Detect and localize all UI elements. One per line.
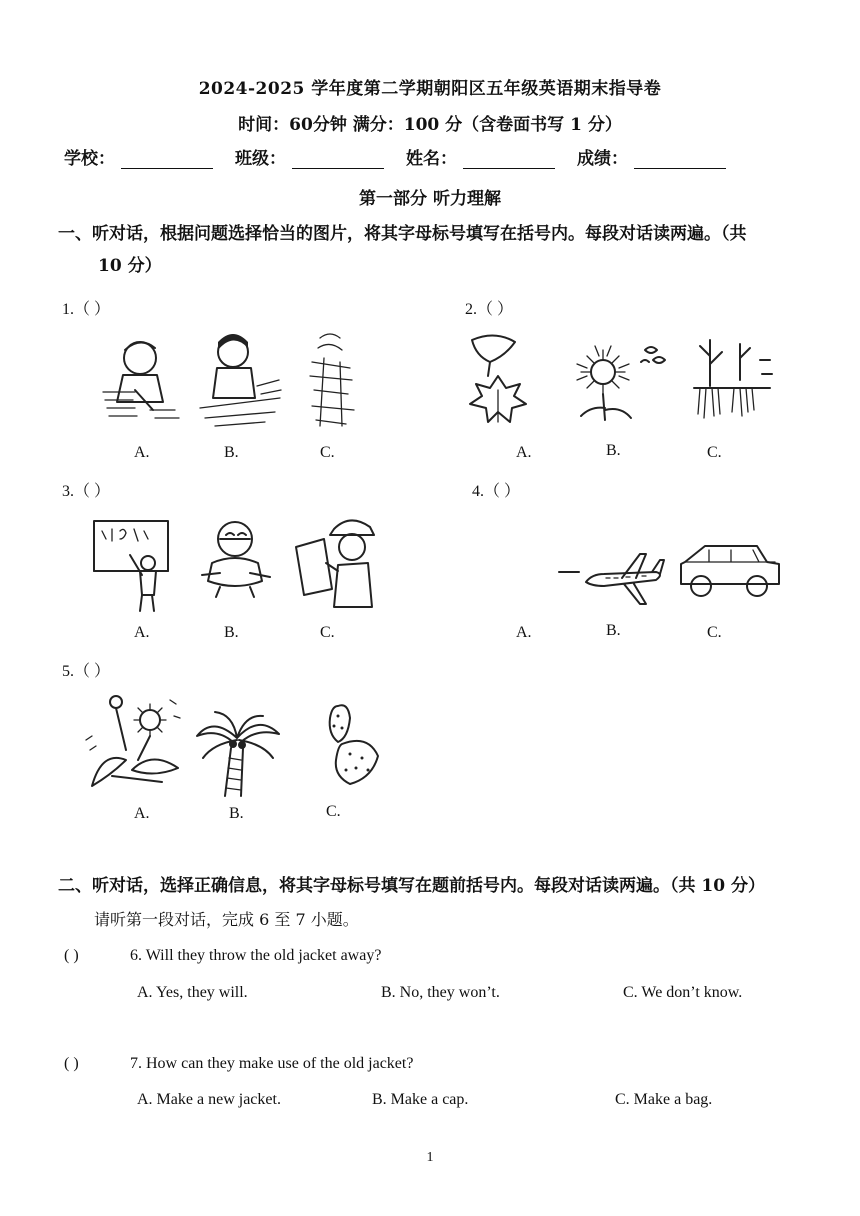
question-6-option-a: A. Yes, they will. <box>137 984 248 1001</box>
q4-option-b-airplane-icon <box>582 548 667 608</box>
q1-option-a-boy-writing-icon <box>95 330 185 430</box>
q2-option-a-label: A. <box>516 444 532 461</box>
exam-title: 2024-2025 学年度第二学期朝阳区五年级英语期末指导卷 <box>198 79 662 99</box>
q3-option-c-label: C. <box>320 624 335 641</box>
exam-subtitle: 时间：60分钟 满分：100 分（含卷面书写 1 分） <box>238 115 622 135</box>
q4-option-b-label: B. <box>606 622 621 639</box>
section1-instruction-line2: 10 分） <box>98 256 162 276</box>
q4-option-c-jeep-icon <box>675 538 785 603</box>
class-label: 班级： <box>235 149 286 169</box>
q5-option-b-palm-tree-icon <box>193 708 283 798</box>
score-label: 成绩： <box>577 149 628 169</box>
name-blank[interactable] <box>463 152 555 169</box>
name-label: 姓名： <box>406 149 457 169</box>
question-6-bracket[interactable]: ( ) <box>64 947 79 964</box>
score-blank[interactable] <box>634 152 726 169</box>
q3-option-b-pilot-icon <box>190 515 280 600</box>
question-2-number[interactable]: 2.（ ） <box>465 301 514 318</box>
question-4-number[interactable]: 4.（ ） <box>472 483 521 500</box>
question-7-option-a: A. Make a new jacket. <box>137 1091 281 1108</box>
school-blank[interactable] <box>121 152 213 169</box>
q5-option-c-cactus-icon <box>320 698 385 793</box>
section2-sub-instruction: 请听第一段对话，完成 6 至 7 小题。 <box>94 910 359 929</box>
q2-option-c-label: C. <box>707 444 722 461</box>
page-number: 1 <box>426 1150 434 1165</box>
q5-option-b-label: B. <box>229 805 244 822</box>
q1-option-b-label: B. <box>224 444 239 461</box>
question-7-option-c: C. Make a bag. <box>615 1091 713 1108</box>
q2-option-c-plant-roots-icon <box>690 330 775 425</box>
q1-option-c-person-icon <box>290 328 380 433</box>
q5-option-c-label: C. <box>326 803 341 820</box>
section1-instruction <box>58 218 818 282</box>
section1-instruction-line1: 一、听对话，根据问题选择恰当的图片，将其字母标号填写在括号内。每段对话读两遍。（共 <box>58 224 747 244</box>
q1-option-a-label: A. <box>134 444 150 461</box>
q1-option-c-label: C. <box>320 444 335 461</box>
school-label: 学校： <box>64 149 115 169</box>
q2-option-b-sunflower-icon <box>565 336 670 426</box>
q5-option-a-label: A. <box>134 805 150 822</box>
class-blank[interactable] <box>292 152 384 169</box>
part1-title: 第一部分 听力理解 <box>359 189 501 209</box>
q3-option-a-label: A. <box>134 624 150 641</box>
q4-option-a-label: A. <box>516 624 532 641</box>
question-6-option-b: B. No, they won’t. <box>381 984 500 1001</box>
section2-instruction: 二、听对话，选择正确信息，将其字母标号填写在题前括号内。每段对话读两遍。（共 10 分） <box>58 876 765 896</box>
question-5-number[interactable]: 5.（ ） <box>62 663 111 680</box>
q3-option-b-label: B. <box>224 624 239 641</box>
student-info-row <box>64 144 824 169</box>
question-1-number[interactable]: 1.（ ） <box>62 301 111 318</box>
question-6-option-c: C. We don’t know. <box>623 984 743 1001</box>
q4-option-c-label: C. <box>707 624 722 641</box>
question-6-text: 6. Will they throw the old jacket away? <box>130 947 382 964</box>
question-7-bracket[interactable]: ( ) <box>64 1055 79 1072</box>
q4-option-a-line-icon <box>555 562 585 582</box>
question-7-text: 7. How can they make use of the old jacket? <box>130 1055 414 1072</box>
q3-option-c-builder-icon <box>290 515 385 610</box>
q2-option-a-leaves-icon <box>460 330 535 425</box>
question-7-option-b: B. Make a cap. <box>372 1091 469 1108</box>
q2-option-b-label: B. <box>606 442 621 459</box>
question-3-number[interactable]: 3.（ ） <box>62 483 111 500</box>
q1-option-b-boy-drawing-icon <box>195 328 285 433</box>
q5-option-a-dandelion-icon <box>82 690 187 790</box>
q3-option-a-teacher-icon <box>90 515 175 615</box>
